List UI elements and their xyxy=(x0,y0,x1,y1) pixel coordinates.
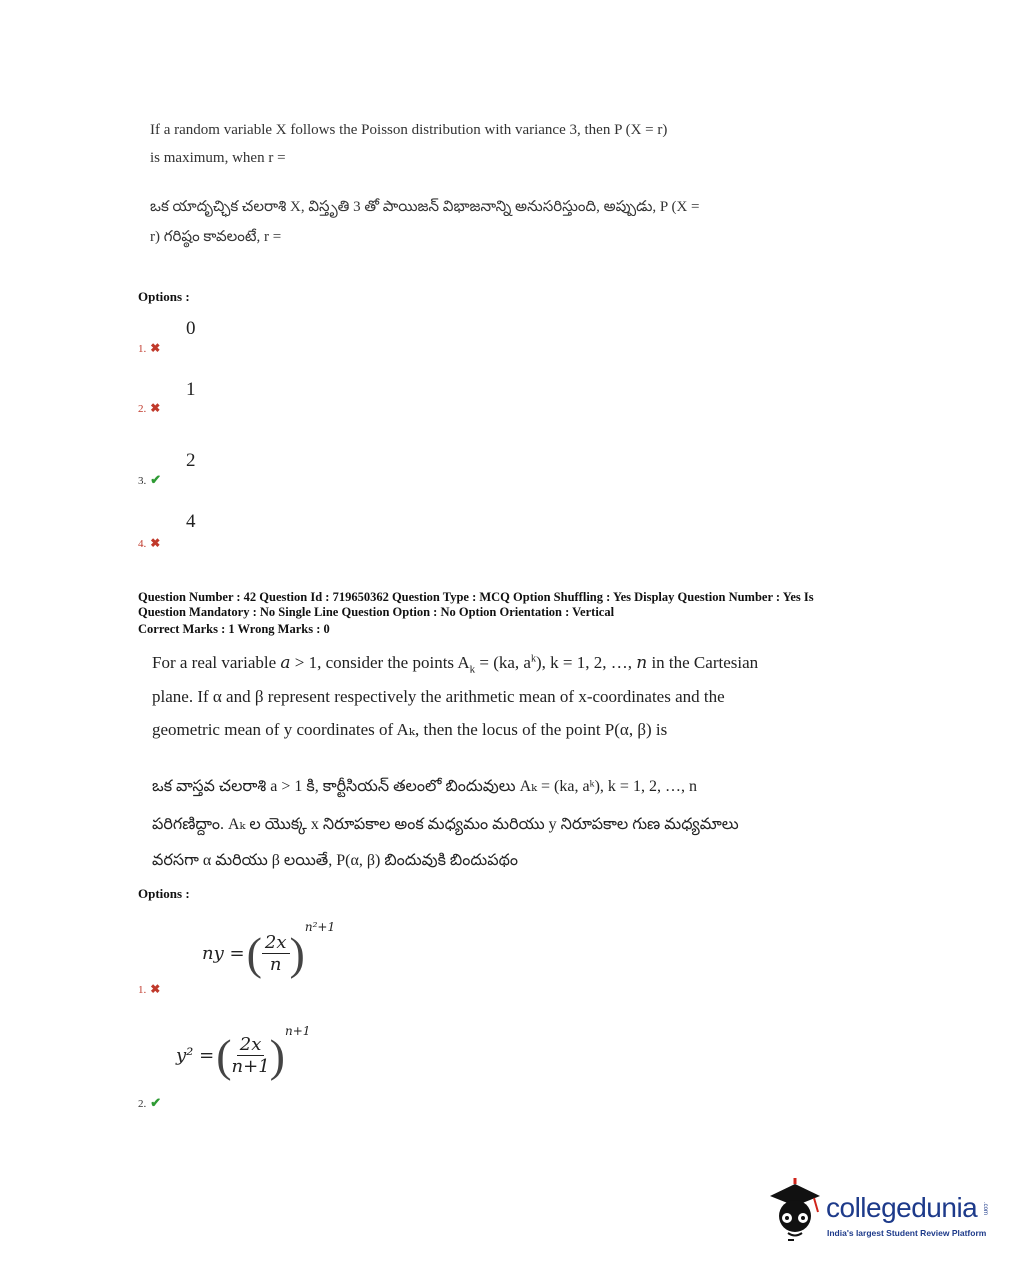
right-paren: ) xyxy=(289,927,305,979)
q1-text-te-line1: ఒక యాదృచ్ఛిక చలరాశి X, విస్తృతి 3 తో పాయిజన్ విభాజనాన్ని అనుసరిస్తుంది, అప్పుడు, P (X = xyxy=(150,199,700,215)
formula-exponent: n+1 xyxy=(285,1024,311,1038)
wrong-icon: ✖ xyxy=(150,401,161,415)
logo-wordmark: collegedunia xyxy=(826,1192,978,1223)
q1-options-label: Options : xyxy=(138,289,190,304)
wrong-icon: ✖ xyxy=(150,341,161,355)
logo-tagline: India's largest Student Review Platform xyxy=(827,1228,987,1238)
q1-option-2-number: 2. ✖ xyxy=(138,401,161,415)
q2-text-te-line3: వరసగా α మరియు β లయితే, P(α, β) బిందువుకి బిందుపథం xyxy=(152,852,518,869)
q2-meta-line1: Question Number : 42 Question Id : 719650362 Question Type : MCQ Option Shuffling : Yes Display Question Number : Yes Is xyxy=(138,590,814,604)
q2-option-1-number: 1. ✖ xyxy=(138,982,161,996)
q2-option-1-formula[interactable] xyxy=(202,922,335,984)
q2-text-te-line1: ఒక వాస్తవ చలరాశి a > 1 కి, కార్టీసియన్ తలంలో బిందువులు Aₖ = (ka, aᵏ), k = 1, 2, …, n xyxy=(152,778,697,795)
q1-option-4-number: 4. ✖ xyxy=(138,536,161,550)
formula-fraction: $\frac{2x}{n}$ xyxy=(262,932,290,975)
q1-text-te-line2: r) గరిష్ఠం కావలంటే, r = xyxy=(150,229,282,245)
left-paren: ( xyxy=(246,927,262,979)
q1-text-en-line1: If a random variable X follows the Poisson distribution with variance 3, then P (X = r) xyxy=(150,122,668,138)
q1-text-en-line2: is maximum, when r = xyxy=(150,150,286,166)
q2-meta-line3: Correct Marks : 1 Wrong Marks : 0 xyxy=(138,622,330,636)
q1-option-4-value[interactable]: 4 xyxy=(186,511,196,532)
collegedunia-logo xyxy=(766,1176,996,1246)
q2-option-2-formula[interactable] xyxy=(176,1024,310,1086)
formula-lhs: ny = xyxy=(202,942,245,964)
q2-text-en-line2: plane. If α and β represent respectively the arithmetic mean of x-coordinates and the xyxy=(152,687,725,706)
q2-text-en-line1: For a real variable a > 1, consider the points $A_k = (ka$, $a^k$), k = 1, 2, …, n in the Cartesian xyxy=(152,653,759,676)
wrong-icon: ✖ xyxy=(150,536,161,550)
q2-text-en-line3: geometric mean of y coordinates of Aₖ, then the locus of the point P(α, β) is xyxy=(152,720,668,739)
formula-lhs: y² = xyxy=(176,1044,215,1066)
q2-option-2-number: 2. ✔ xyxy=(138,1095,162,1110)
mascot-icon xyxy=(766,1178,824,1242)
formula-exponent: n²+1 xyxy=(304,920,336,934)
correct-check-icon: ✔ xyxy=(150,472,162,487)
q2-meta-line2: Question Mandatory : No Single Line Question Option : No Option Orientation : Vertical xyxy=(138,605,615,619)
left-paren: ( xyxy=(216,1029,232,1081)
q1-option-1-value[interactable]: 0 xyxy=(186,318,196,339)
q1-option-1-number: 1. ✖ xyxy=(138,341,161,355)
logo-suffix: .com xyxy=(982,1202,988,1216)
correct-check-icon: ✔ xyxy=(150,1095,162,1110)
q1-option-2-value[interactable]: 1 xyxy=(186,379,196,400)
q2-text-te-line2: పరిగణిద్దాం. Aₖ ల యొక్క x నిరూపకాల అంక మధ్యమం మరియు y నిరూపకాల గుణ మధ్యమాలు xyxy=(152,816,739,833)
right-paren: ) xyxy=(269,1029,285,1081)
q1-option-3-number: 3. ✔ xyxy=(138,472,162,487)
wrong-icon: ✖ xyxy=(150,982,161,996)
q2-options-label: Options : xyxy=(138,886,190,901)
formula-fraction: $\frac{2x}{n+1}$ xyxy=(231,1033,270,1077)
q2-meta xyxy=(138,590,878,637)
q1-option-3-value[interactable]: 2 xyxy=(186,450,196,471)
